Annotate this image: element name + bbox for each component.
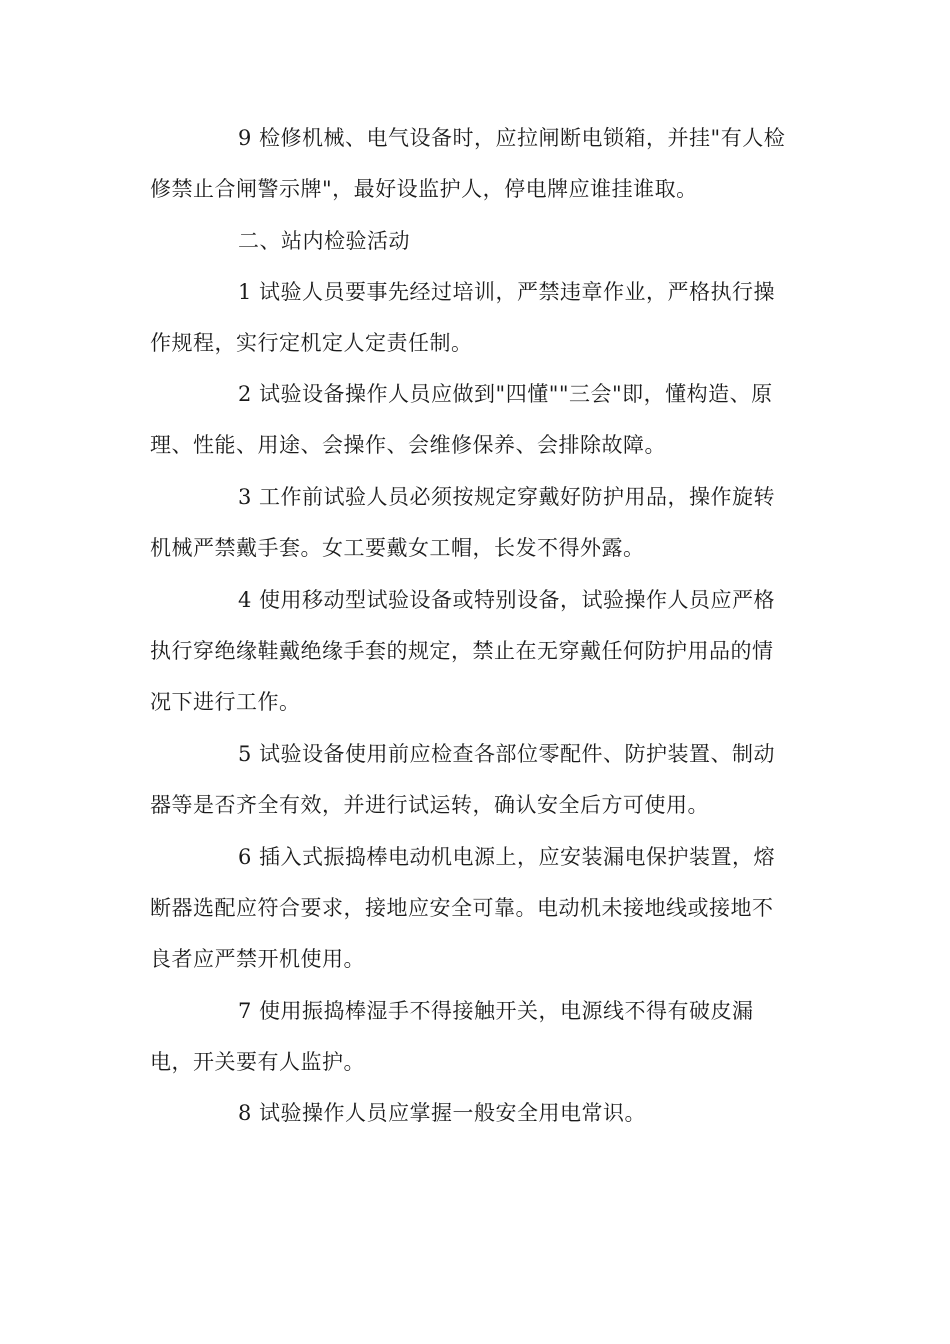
section-heading: 二、站内检验活动 xyxy=(238,229,410,253)
paragraph-7-line-2: 电，开关要有人监护。 xyxy=(150,1050,365,1074)
paragraph-3-line-2: 机械严禁戴手套。女工要戴女工帽，长发不得外露。 xyxy=(150,536,645,560)
paragraph-2-line-1: 2 试验设备操作人员应做到"四懂""三会"即，懂构造、原 xyxy=(238,382,773,406)
paragraph-4-line-2: 执行穿绝缘鞋戴绝缘手套的规定，禁止在无穿戴任何防护用品的情 xyxy=(150,639,774,663)
paragraph-6-line-3: 良者应严禁开机使用。 xyxy=(150,947,365,971)
paragraph-6-line-1: 6 插入式振捣棒电动机电源上，应安装漏电保护装置，熔 xyxy=(238,845,776,869)
paragraph-1-line-1: 1 试验人员要事先经过培训，严禁违章作业，严格执行操 xyxy=(238,280,776,304)
paragraph-4-line-3: 况下进行工作。 xyxy=(150,690,301,714)
paragraph-9-line-2: 修禁止合闸警示牌"，最好设监护人，停电牌应谁挂谁取。 xyxy=(150,177,698,201)
paragraph-4-line-1: 4 使用移动型试验设备或特别设备，试验操作人员应严格 xyxy=(238,588,776,612)
paragraph-7-line-1: 7 使用振捣棒湿手不得接触开关，电源线不得有破皮漏 xyxy=(238,999,754,1023)
paragraph-5-line-1: 5 试验设备使用前应检查各部位零配件、防护装置、制动 xyxy=(238,742,776,766)
paragraph-3-line-1: 3 工作前试验人员必须按规定穿戴好防护用品，操作旋转 xyxy=(238,485,776,509)
paragraph-1-line-2: 作规程，实行定机定人定责任制。 xyxy=(150,331,473,355)
paragraph-5-line-2: 器等是否齐全有效，并进行试运转，确认安全后方可使用。 xyxy=(150,793,709,817)
paragraph-6-line-2: 断器选配应符合要求，接地应安全可靠。电动机未接地线或接地不 xyxy=(150,896,774,920)
paragraph-2-line-2: 理、性能、用途、会操作、会维修保养、会排除故障。 xyxy=(150,433,666,457)
paragraph-8-line-1: 8 试验操作人员应掌握一般安全用电常识。 xyxy=(238,1101,647,1125)
paragraph-9-line-1: 9 检修机械、电气设备时，应拉闸断电锁箱，并挂"有人检 xyxy=(238,126,786,150)
